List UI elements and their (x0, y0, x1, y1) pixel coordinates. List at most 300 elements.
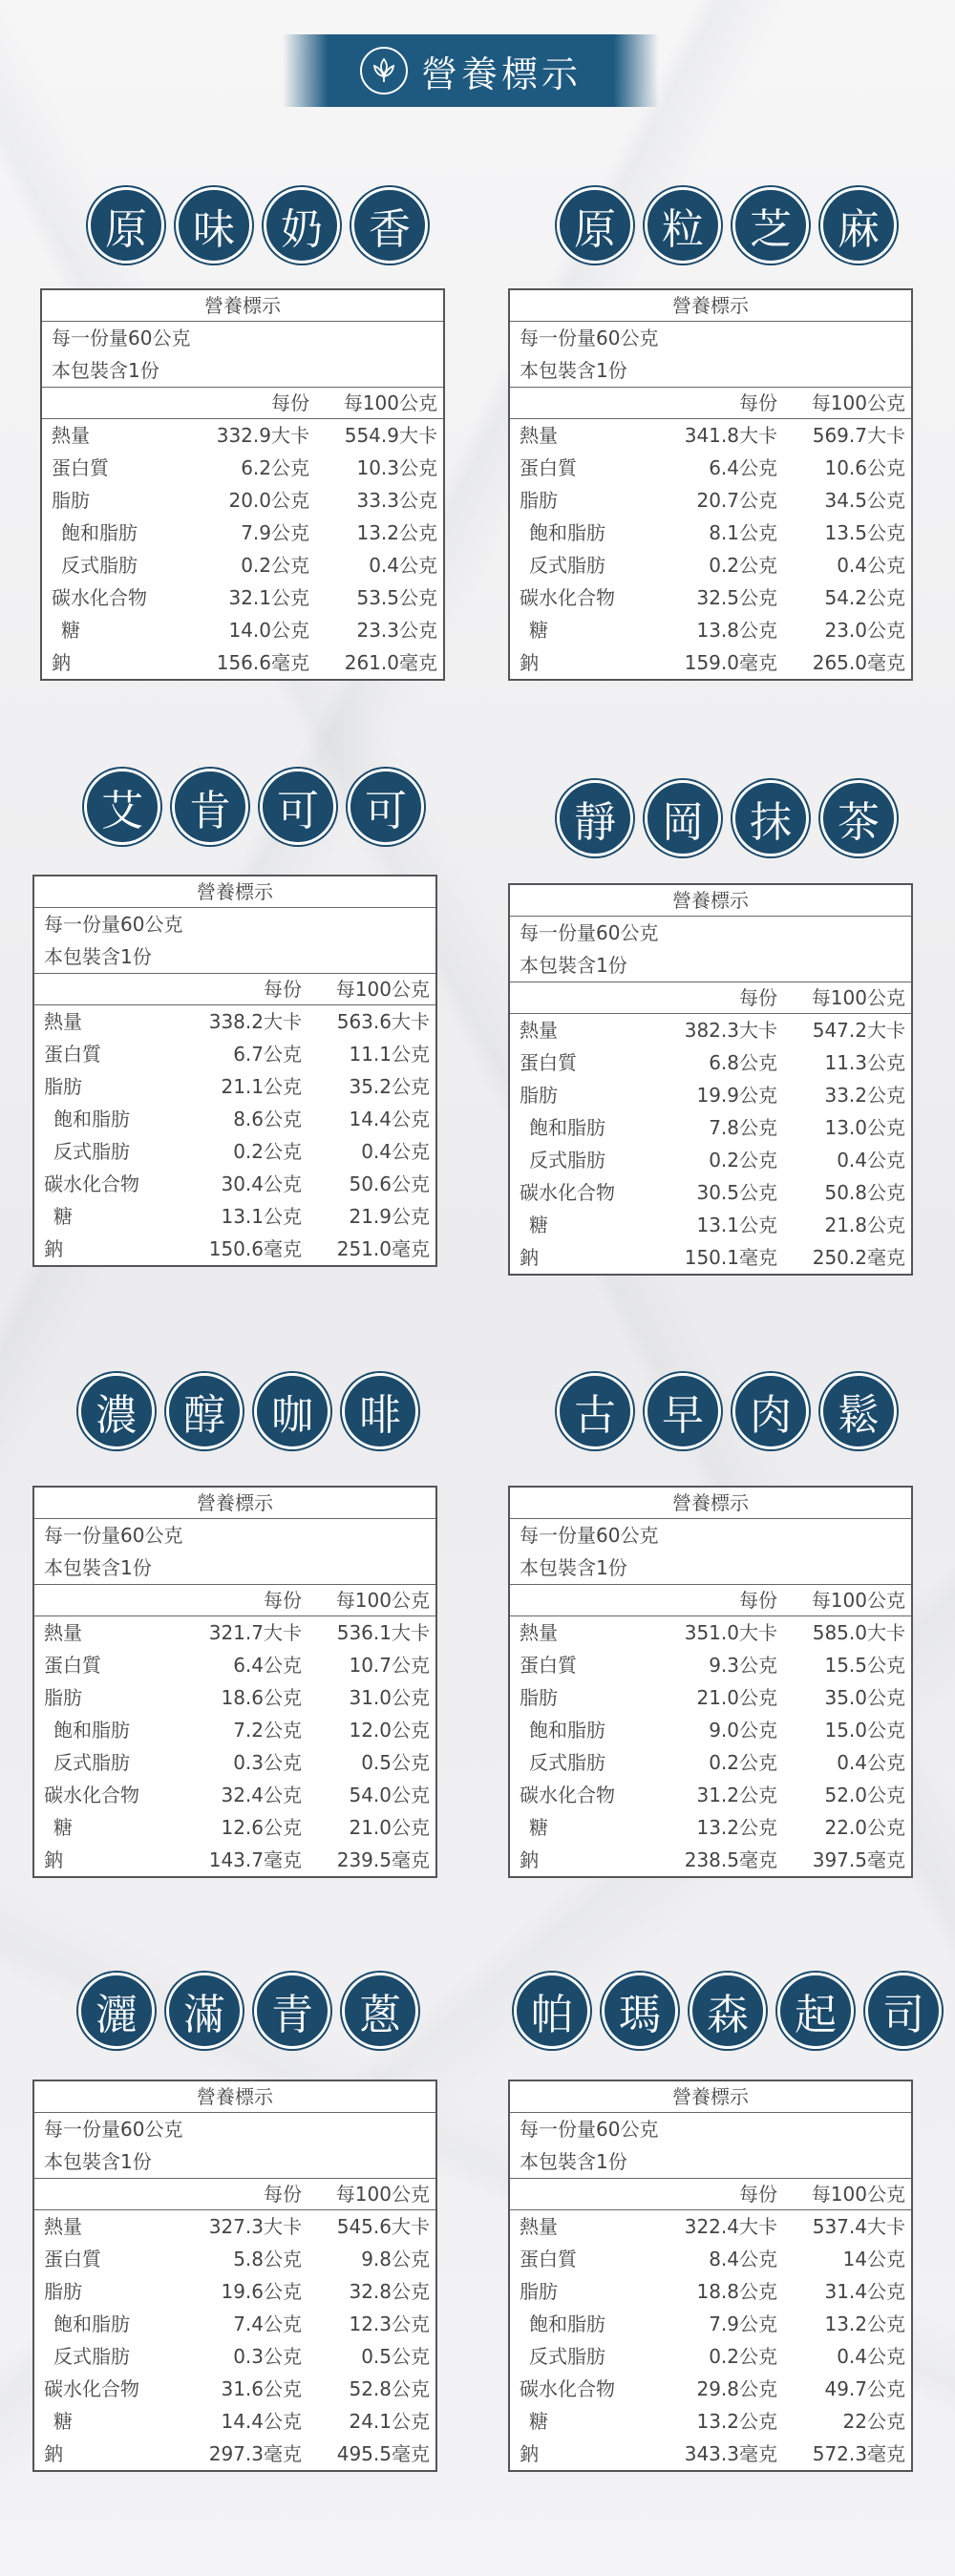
nutrient-label: 碳水化合物 (44, 1784, 139, 1806)
nutrient-label: 蛋白質 (520, 1654, 577, 1677)
per-100g-value: 52.8公克 (349, 2377, 430, 2400)
per-100g-value: 22公克 (842, 2410, 905, 2433)
per-serving-value: 32.4公克 (221, 1784, 302, 1806)
per-100g-value: 53.5公克 (356, 586, 437, 609)
nutrient-label: 糖 (53, 1816, 73, 1839)
table-row (34, 1779, 435, 1811)
per-serving-value: 159.0毫克 (684, 651, 777, 674)
per-100g-value: 10.6公克 (824, 456, 905, 479)
per-serving-value: 0.2公克 (709, 1149, 777, 1172)
per-100g-value: 9.8公克 (361, 2248, 430, 2270)
per-100g-value: 23.3公克 (356, 619, 437, 642)
per-serving-value: 327.3大卡 (208, 2215, 302, 2238)
nutrient-label: 鈉 (44, 1848, 63, 1871)
per-100g-value: 495.5毫克 (336, 2442, 430, 2465)
nutrient-label: 鈉 (52, 651, 71, 674)
per-serving-value: 6.4公克 (709, 456, 777, 479)
per-serving-value: 13.2公克 (696, 2410, 777, 2433)
nutrient-label: 飽和脂肪 (529, 1719, 605, 1742)
table-row (34, 1681, 435, 1714)
table-row (510, 646, 911, 679)
per-100g-value: 12.3公克 (349, 2312, 430, 2335)
per-100g-value: 0.4公克 (369, 554, 437, 577)
table-row (510, 2308, 911, 2340)
table-row (510, 2340, 911, 2373)
nutrient-label: 熱量 (520, 1019, 558, 1042)
nutrient-label: 熱量 (44, 2215, 82, 2238)
per-100g-value: 261.0毫克 (344, 651, 437, 674)
product-name-char: 可 (260, 769, 336, 845)
product-name-char: 香 (351, 187, 428, 264)
per-100g-value: 31.0公克 (349, 1686, 430, 1709)
product-name-char: 茶 (820, 780, 897, 856)
table-row (42, 452, 443, 484)
per-100g-value: 13.2公克 (356, 521, 437, 544)
column-header (510, 2179, 911, 2210)
product-name-char: 抹 (732, 780, 809, 856)
per-100g-value: 239.5毫克 (336, 1848, 430, 1871)
table-row (34, 1811, 435, 1844)
serving-size: 每一份量60公克 (520, 921, 659, 944)
per-serving-value: 29.8公克 (696, 2377, 777, 2400)
table-row (34, 2340, 435, 2373)
per-serving-value: 297.3毫克 (208, 2442, 302, 2465)
product-name-char: 醇 (166, 1373, 243, 1449)
nutrient-label: 糖 (53, 1205, 73, 1228)
column-header (510, 982, 911, 1014)
col-per-serving: 每份 (739, 1589, 777, 1612)
col-per-100g: 每100公克 (811, 1589, 905, 1612)
per-100g-value: 10.7公克 (349, 1654, 430, 1677)
product-name-char: 滿 (166, 1973, 243, 2049)
per-serving-value: 382.3大卡 (684, 1019, 777, 1042)
per-100g-value: 0.4公克 (837, 1751, 905, 1774)
nutrient-label: 脂肪 (44, 2280, 82, 2303)
table-row (510, 1046, 911, 1079)
table-row (510, 1079, 911, 1111)
nutrient-label: 熱量 (520, 1621, 558, 1644)
nutrient-label: 鈉 (520, 1246, 539, 1269)
per-100g-value: 10.3公克 (356, 456, 437, 479)
nutrient-label: 反式脂肪 (529, 2345, 605, 2368)
nutrition-table-title: 營養標示 (34, 1488, 435, 1519)
table-row (510, 1209, 911, 1241)
serving-size: 每一份量60公克 (520, 327, 659, 349)
per-100g-value: 12.0公克 (349, 1719, 430, 1742)
nutrient-label: 熱量 (44, 1010, 82, 1033)
product-name-char: 原 (557, 187, 633, 264)
nutrient-label: 飽和脂肪 (529, 1116, 605, 1139)
col-per-serving: 每份 (264, 1589, 302, 1612)
per-100g-value: 563.6大卡 (336, 1010, 430, 1033)
table-row (34, 2243, 435, 2275)
nutrition-table (40, 288, 445, 681)
nutrient-label: 飽和脂肪 (529, 2312, 605, 2335)
per-serving-value: 8.6公克 (233, 1108, 302, 1130)
table-row (42, 581, 443, 614)
table-row (510, 1176, 911, 1209)
product-name-char: 起 (777, 1973, 854, 2049)
per-100g-value: 0.4公克 (361, 1140, 430, 1163)
table-row (510, 1649, 911, 1681)
table-row (510, 484, 911, 517)
nutrient-label: 反式脂肪 (61, 554, 138, 577)
per-serving-value: 0.2公克 (233, 1140, 302, 1163)
per-100g-value: 11.1公克 (349, 1043, 430, 1066)
col-per-100g: 每100公克 (335, 2183, 430, 2206)
per-serving-value: 19.6公克 (221, 2280, 302, 2303)
per-100g-value: 251.0毫克 (336, 1237, 430, 1260)
table-row (34, 1714, 435, 1746)
table-row (34, 2405, 435, 2438)
per-serving-value: 31.6公克 (221, 2377, 302, 2400)
per-100g-value: 0.4公克 (837, 554, 905, 577)
per-serving-value: 8.4公克 (709, 2248, 777, 2270)
nutrient-label: 蛋白質 (52, 456, 109, 479)
table-row (510, 2210, 911, 2243)
product-name-char: 粒 (645, 187, 721, 264)
product-name-char: 肉 (732, 1373, 809, 1449)
nutrient-label: 鈉 (44, 1237, 63, 1260)
per-serving-value: 18.6公克 (221, 1686, 302, 1709)
per-100g-value: 265.0毫克 (812, 651, 905, 674)
nutrient-label: 反式脂肪 (529, 554, 605, 577)
nutrition-table (32, 2080, 437, 2472)
col-per-serving: 每份 (739, 2183, 777, 2206)
servings-per-pack: 本包裝含1份 (510, 949, 911, 982)
table-row (510, 2275, 911, 2308)
product-name-char: 肯 (172, 769, 248, 845)
servings-per-pack: 本包裝含1份 (34, 2145, 435, 2179)
per-serving-value: 20.7公克 (696, 489, 777, 512)
product-name-char: 鬆 (820, 1373, 897, 1449)
per-100g-value: 0.5公克 (361, 2345, 430, 2368)
column-header (42, 388, 443, 419)
nutrient-label: 反式脂肪 (53, 2345, 130, 2368)
product-name-char: 司 (865, 1973, 942, 2049)
nutrient-label: 反式脂肪 (53, 1140, 130, 1163)
table-row (34, 1746, 435, 1779)
per-100g-value: 554.9大卡 (344, 424, 437, 447)
product-name-char: 芝 (732, 187, 809, 264)
serving-size: 每一份量60公克 (52, 327, 191, 349)
per-serving-value: 21.1公克 (221, 1075, 302, 1098)
per-serving-value: 7.9公克 (241, 521, 309, 544)
table-row (510, 517, 911, 549)
per-serving-value: 0.3公克 (233, 1751, 302, 1774)
product-name-char: 啡 (342, 1373, 418, 1449)
nutrition-table-title: 營養標示 (510, 290, 911, 322)
per-100g-value: 21.8公克 (824, 1214, 905, 1236)
column-header (34, 974, 435, 1005)
per-100g-value: 569.7大卡 (812, 424, 905, 447)
table-row (34, 2373, 435, 2405)
product-name-char: 蔥 (342, 1973, 418, 2049)
nutrient-label: 飽和脂肪 (53, 2312, 130, 2335)
per-100g-value: 11.3公克 (824, 1051, 905, 1074)
table-row (510, 1144, 911, 1176)
per-100g-value: 14公克 (842, 2248, 905, 2270)
per-100g-value: 0.4公克 (837, 2345, 905, 2368)
per-serving-value: 7.8公克 (709, 1116, 777, 1139)
nutrition-table (32, 875, 437, 1267)
col-per-serving: 每份 (264, 2183, 302, 2206)
per-100g-value: 54.0公克 (349, 1784, 430, 1806)
per-100g-value: 0.5公克 (361, 1751, 430, 1774)
nutrition-table-title: 營養標示 (34, 876, 435, 908)
table-row (34, 1616, 435, 1649)
col-per-100g: 每100公克 (335, 1589, 430, 1612)
per-serving-value: 30.4公克 (221, 1172, 302, 1195)
nutrition-table (32, 1486, 437, 1878)
per-100g-value: 21.0公克 (349, 1816, 430, 1839)
per-serving-value: 20.0公克 (228, 489, 309, 512)
servings-per-pack: 本包裝含1份 (42, 354, 443, 388)
table-row (510, 419, 911, 452)
product-name-char: 帕 (514, 1973, 590, 2049)
per-serving-value: 143.7毫克 (208, 1848, 302, 1871)
per-serving-value: 322.4大卡 (684, 2215, 777, 2238)
per-serving-value: 32.1公克 (228, 586, 309, 609)
per-100g-value: 35.2公克 (349, 1075, 430, 1098)
per-serving-value: 31.2公克 (696, 1784, 777, 1806)
nutrition-table-title: 營養標示 (510, 2081, 911, 2113)
per-100g-value: 545.6大卡 (336, 2215, 430, 2238)
per-100g-value: 22.0公克 (824, 1816, 905, 1839)
per-serving-value: 6.4公克 (233, 1654, 302, 1677)
product-name (514, 1973, 942, 2049)
per-100g-value: 14.4公克 (349, 1108, 430, 1130)
per-100g-value: 15.0公克 (824, 1719, 905, 1742)
per-100g-value: 585.0大卡 (812, 1621, 905, 1644)
per-100g-value: 13.2公克 (824, 2312, 905, 2335)
nutrient-label: 反式脂肪 (53, 1751, 130, 1774)
per-serving-value: 351.0大卡 (684, 1621, 777, 1644)
per-100g-value: 537.4大卡 (812, 2215, 905, 2238)
per-serving-value: 341.8大卡 (684, 424, 777, 447)
product-name-char: 青 (254, 1973, 330, 2049)
per-serving-value: 7.4公克 (233, 2312, 302, 2335)
product-name (557, 1373, 897, 1449)
nutrient-label: 鈉 (520, 2442, 539, 2465)
nutrient-label: 脂肪 (520, 1084, 558, 1107)
per-100g-value: 23.0公克 (824, 619, 905, 642)
product-name-char: 咖 (254, 1373, 330, 1449)
table-row (510, 1616, 911, 1649)
nutrition-table (508, 2080, 913, 2472)
nutrition-table-title: 營養標示 (510, 885, 911, 917)
per-serving-value: 8.1公克 (709, 521, 777, 544)
per-serving-value: 7.9公克 (709, 2312, 777, 2335)
servings-per-pack: 本包裝含1份 (510, 1552, 911, 1585)
col-per-serving: 每份 (271, 391, 309, 414)
table-row (510, 1681, 911, 1714)
nutrient-label: 糖 (529, 1214, 548, 1236)
nutrient-label: 飽和脂肪 (53, 1719, 130, 1742)
per-serving-value: 30.5公克 (696, 1181, 777, 1204)
table-row (34, 1103, 435, 1135)
per-100g-value: 397.5毫克 (812, 1848, 905, 1871)
table-row (510, 1779, 911, 1811)
nutrient-label: 蛋白質 (520, 456, 577, 479)
nutrient-label: 碳水化合物 (520, 1784, 615, 1806)
per-serving-value: 238.5毫克 (684, 1848, 777, 1871)
nutrient-label: 碳水化合物 (520, 1181, 615, 1204)
col-per-100g: 每100公克 (343, 391, 437, 414)
product-name (78, 1373, 418, 1449)
serving-size: 每一份量60公克 (44, 1524, 183, 1547)
per-100g-value: 13.5公克 (824, 521, 905, 544)
table-row (510, 1014, 911, 1046)
table-row (34, 1038, 435, 1070)
nutrition-table-title: 營養標示 (42, 290, 443, 322)
table-row (510, 581, 911, 614)
nutrient-label: 脂肪 (520, 2280, 558, 2303)
product-name-char: 古 (557, 1373, 633, 1449)
per-serving-value: 21.0公克 (696, 1686, 777, 1709)
nutrient-label: 脂肪 (44, 1686, 82, 1709)
per-100g-value: 0.4公克 (837, 1149, 905, 1172)
col-per-serving: 每份 (739, 986, 777, 1009)
per-100g-value: 547.2大卡 (812, 1019, 905, 1042)
nutrition-table-title: 營養標示 (510, 1488, 911, 1519)
table-row (34, 2275, 435, 2308)
per-100g-value: 13.0公克 (824, 1116, 905, 1139)
product-name-char: 奶 (264, 187, 340, 264)
per-100g-value: 32.8公克 (349, 2280, 430, 2303)
product-name-char: 森 (690, 1973, 766, 2049)
col-per-100g: 每100公克 (811, 986, 905, 1009)
table-row (34, 1070, 435, 1103)
nutrient-label: 糖 (529, 619, 548, 642)
table-row (42, 517, 443, 549)
per-100g-value: 49.7公克 (824, 2377, 905, 2400)
product-name (88, 187, 428, 264)
table-row (510, 2438, 911, 2470)
product-name-char: 原 (88, 187, 164, 264)
nutrient-label: 蛋白質 (44, 1654, 101, 1677)
per-serving-value: 6.2公克 (241, 456, 309, 479)
per-serving-value: 0.2公克 (709, 2345, 777, 2368)
per-serving-value: 13.8公克 (696, 619, 777, 642)
product-name-char: 瑪 (602, 1973, 678, 2049)
table-row (510, 1111, 911, 1144)
table-row (510, 1714, 911, 1746)
table-row (510, 2373, 911, 2405)
column-header (510, 1585, 911, 1616)
table-row (34, 2210, 435, 2243)
product-name (78, 1973, 418, 2049)
per-serving-value: 9.3公克 (709, 1654, 777, 1677)
nutrition-table (508, 883, 913, 1276)
nutrient-label: 糖 (53, 2410, 73, 2433)
table-row (510, 2405, 911, 2438)
per-serving-value: 32.5公克 (696, 586, 777, 609)
nutrient-label: 鈉 (44, 2442, 63, 2465)
product-name-char: 灑 (78, 1973, 155, 2049)
per-100g-value: 34.5公克 (824, 489, 905, 512)
nutrient-label: 碳水化合物 (44, 1172, 139, 1195)
nutrient-label: 蛋白質 (44, 1043, 101, 1066)
product-name-char: 濃 (78, 1373, 155, 1449)
nutrition-table (508, 288, 913, 681)
col-per-serving: 每份 (739, 391, 777, 414)
per-serving-value: 13.2公克 (696, 1816, 777, 1839)
nutrient-label: 糖 (529, 2410, 548, 2433)
table-row (42, 549, 443, 581)
serving-size: 每一份量60公克 (44, 2118, 183, 2141)
table-row (34, 1135, 435, 1168)
per-serving-value: 150.1毫克 (684, 1246, 777, 1269)
table-row (510, 1241, 911, 1274)
per-serving-value: 343.3毫克 (684, 2442, 777, 2465)
nutrient-label: 蛋白質 (44, 2248, 101, 2270)
table-row (510, 614, 911, 646)
per-100g-value: 50.6公克 (349, 1172, 430, 1195)
table-row (34, 2308, 435, 2340)
per-serving-value: 14.0公克 (228, 619, 309, 642)
per-100g-value: 536.1大卡 (336, 1621, 430, 1644)
product-name (84, 769, 424, 845)
servings-per-pack: 本包裝含1份 (34, 940, 435, 974)
nutrient-label: 脂肪 (52, 489, 90, 512)
per-100g-value: 33.2公克 (824, 1084, 905, 1107)
table-row (42, 614, 443, 646)
per-100g-value: 54.2公克 (824, 586, 905, 609)
nutrient-label: 飽和脂肪 (61, 521, 138, 544)
per-serving-value: 0.3公克 (233, 2345, 302, 2368)
product-name (557, 187, 897, 264)
nutrient-label: 脂肪 (520, 1686, 558, 1709)
nutrient-label: 蛋白質 (520, 2248, 577, 2270)
nutrient-label: 反式脂肪 (529, 1751, 605, 1774)
nutrient-label: 脂肪 (520, 489, 558, 512)
per-serving-value: 0.2公克 (709, 554, 777, 577)
table-row (34, 2438, 435, 2470)
nutrient-label: 蛋白質 (520, 1051, 577, 1074)
servings-per-pack: 本包裝含1份 (510, 2145, 911, 2179)
per-serving-value: 6.7公克 (233, 1043, 302, 1066)
per-100g-value: 24.1公克 (349, 2410, 430, 2433)
nutrient-label: 碳水化合物 (52, 586, 147, 609)
nutrient-label: 鈉 (520, 1848, 539, 1871)
per-100g-value: 33.3公克 (356, 489, 437, 512)
per-100g-value: 31.4公克 (824, 2280, 905, 2303)
product-name-char: 味 (176, 187, 252, 264)
col-per-100g: 每100公克 (335, 978, 430, 1001)
nutrient-label: 飽和脂肪 (529, 521, 605, 544)
nutrient-label: 糖 (529, 1816, 548, 1839)
column-header (510, 388, 911, 419)
nutrient-label: 熱量 (520, 2215, 558, 2238)
column-header (34, 2179, 435, 2210)
table-row (510, 1746, 911, 1779)
nutrient-label: 碳水化合物 (520, 586, 615, 609)
per-serving-value: 338.2大卡 (208, 1010, 302, 1033)
per-100g-value: 50.8公克 (824, 1181, 905, 1204)
table-row (34, 1233, 435, 1265)
per-100g-value: 572.3毫克 (812, 2442, 905, 2465)
table-row (42, 484, 443, 517)
nutrient-label: 碳水化合物 (44, 2377, 139, 2400)
header-title: 營養標示 (420, 53, 582, 95)
product-name (557, 780, 897, 856)
table-row (42, 646, 443, 679)
table-row (34, 1168, 435, 1200)
nutrient-label: 熱量 (44, 1621, 82, 1644)
nutrient-label: 飽和脂肪 (53, 1108, 130, 1130)
header-banner (283, 34, 659, 107)
